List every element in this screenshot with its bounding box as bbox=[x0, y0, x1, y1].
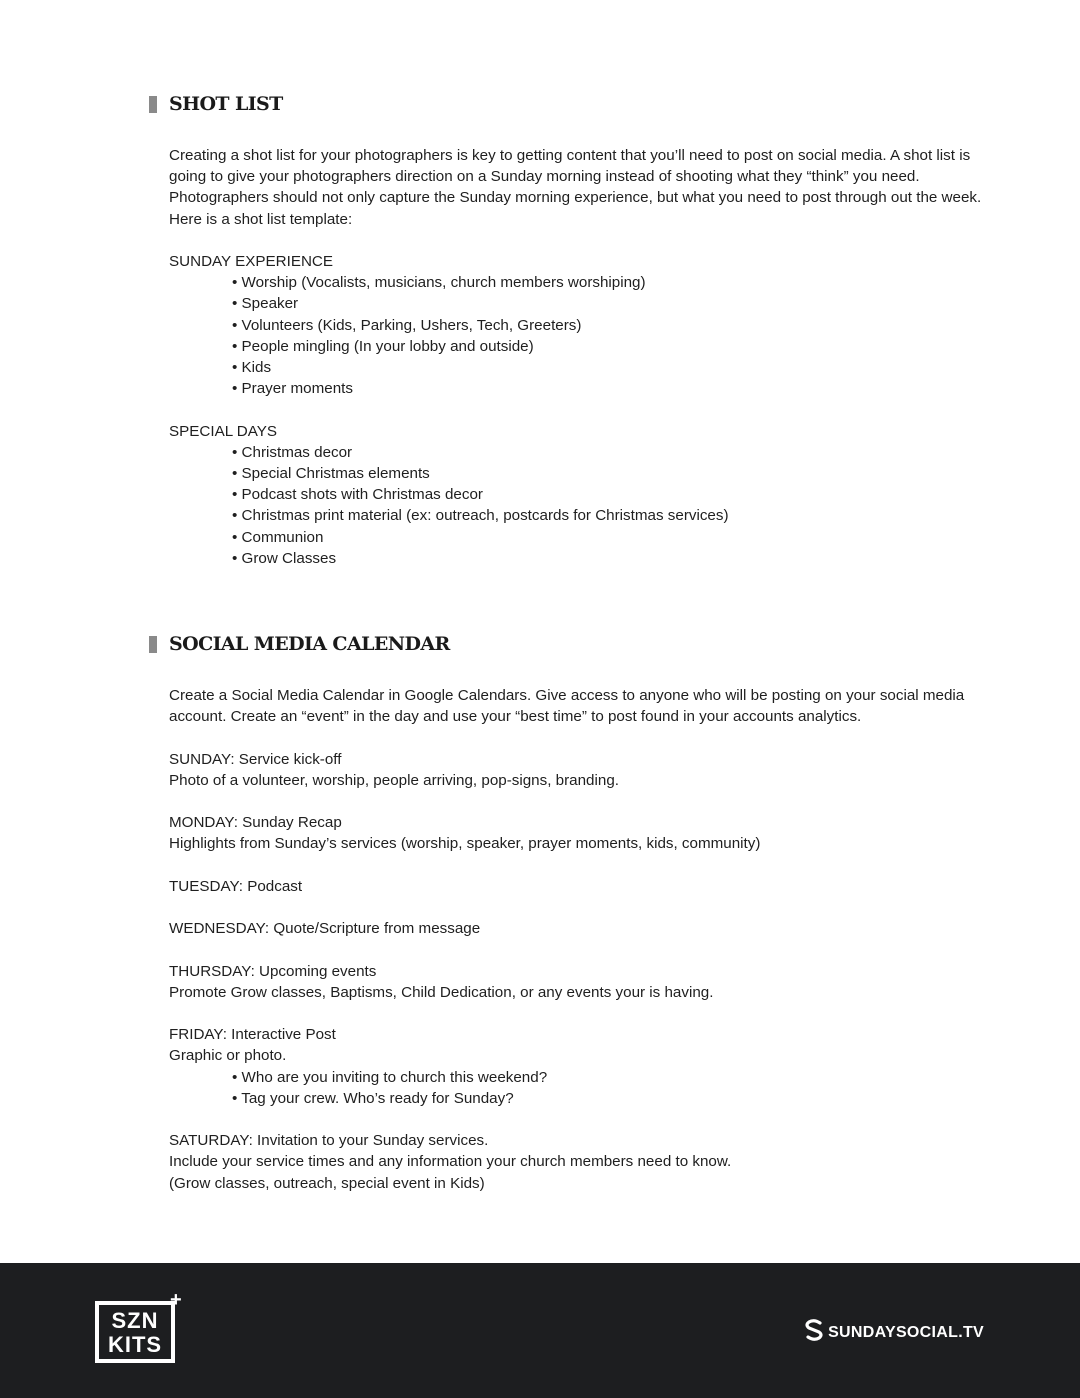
shot-list-intro: Creating a shot list for your photographers is key to getting content that you’ll need to post on social media. A shot list is going to give your photographers direction on a Sunday morning instead of shooting what they “think” you need. Photographers should not only capture the Sunday morning experience, but what you need to post through out the week. Here is a shot list template: bbox=[169, 147, 982, 228]
day-label: SATURDAY: Invitation to your Sunday services. bbox=[169, 1132, 489, 1150]
logo-plus-icon: + bbox=[170, 1289, 182, 1311]
day-label: THURSDAY: Upcoming events bbox=[169, 962, 377, 980]
list-item: • Christmas print material (ex: outreach, postcards for Christmas services) bbox=[169, 505, 984, 526]
shot-group-special-days bbox=[169, 421, 984, 569]
shot-list-title: SHOT LIST bbox=[169, 93, 283, 115]
day-friday bbox=[169, 1024, 984, 1109]
day-label: SUNDAY: Service kick-off bbox=[169, 750, 342, 768]
list-item: • Tag your crew. Who’s ready for Sunday? bbox=[169, 1088, 984, 1109]
list-item: • Kids bbox=[169, 357, 984, 378]
day-label: TUESDAY: Podcast bbox=[169, 877, 303, 895]
day-monday bbox=[169, 812, 984, 854]
calendar-title: SOCIAL MEDIA CALENDAR bbox=[169, 633, 450, 655]
calendar-heading bbox=[149, 633, 450, 655]
brand-text: SUNDAYSOCIAL.TV bbox=[828, 1323, 984, 1341]
day-saturday bbox=[169, 1130, 984, 1194]
list-item: • Special Christmas elements bbox=[169, 463, 984, 484]
brand-link[interactable] bbox=[805, 1319, 984, 1346]
heading-marker bbox=[149, 96, 157, 113]
footer bbox=[0, 1263, 1080, 1398]
day-description: Promote Grow classes, Baptisms, Child Dedication, or any events your is having. bbox=[169, 983, 714, 1001]
day-description: Photo of a volunteer, worship, people arriving, pop-signs, branding. bbox=[169, 771, 619, 789]
list-item: • Communion bbox=[169, 527, 984, 548]
shot-group-heading: SPECIAL DAYS bbox=[169, 422, 278, 440]
list-item: • People mingling (In your lobby and outside) bbox=[169, 336, 984, 357]
shot-list-body bbox=[169, 145, 984, 569]
day-tuesday bbox=[169, 876, 984, 897]
day-wednesday bbox=[169, 918, 984, 939]
calendar-intro: Create a Social Media Calendar in Google Calendars. Give access to anyone who will be posting on your social media account. Create an “event” in the day and use your “best time” to post found in your accounts analytics. bbox=[169, 687, 965, 726]
list-item: • Worship (Vocalists, musicians, church members worshiping) bbox=[169, 272, 984, 293]
shot-list-heading bbox=[149, 93, 283, 115]
sunday-social-s-icon bbox=[805, 1319, 823, 1346]
list-item: • Speaker bbox=[169, 293, 984, 314]
logo-line: SZN bbox=[111, 1308, 159, 1333]
day-label: WEDNESDAY: Quote/Scripture from message bbox=[169, 920, 481, 938]
day-description: Graphic or photo. bbox=[169, 1047, 287, 1065]
list-item: • Christmas decor bbox=[169, 442, 984, 463]
day-thursday bbox=[169, 961, 984, 1003]
list-item: • Grow Classes bbox=[169, 548, 984, 569]
day-label: MONDAY: Sunday Recap bbox=[169, 814, 342, 832]
shot-group-sunday bbox=[169, 251, 984, 399]
day-description: (Grow classes, outreach, special event in Kids) bbox=[169, 1174, 485, 1192]
list-item: • Podcast shots with Christmas decor bbox=[169, 484, 984, 505]
list-item: • Who are you inviting to church this weekend? bbox=[169, 1067, 984, 1088]
day-description: Include your service times and any information your church members need to know. bbox=[169, 1153, 732, 1171]
day-label: FRIDAY: Interactive Post bbox=[169, 1026, 336, 1044]
szn-kits-logo bbox=[95, 1301, 175, 1363]
list-item: • Volunteers (Kids, Parking, Ushers, Tech, Greeters) bbox=[169, 315, 984, 336]
logo-line: KITS bbox=[107, 1332, 163, 1357]
day-description: Highlights from Sunday’s services (worship, speaker, prayer moments, kids, community) bbox=[169, 835, 761, 853]
shot-group-heading: SUNDAY EXPERIENCE bbox=[169, 253, 334, 270]
day-sunday bbox=[169, 749, 984, 791]
heading-marker bbox=[149, 636, 157, 653]
calendar-body bbox=[169, 685, 984, 1194]
list-item: • Prayer moments bbox=[169, 378, 984, 399]
